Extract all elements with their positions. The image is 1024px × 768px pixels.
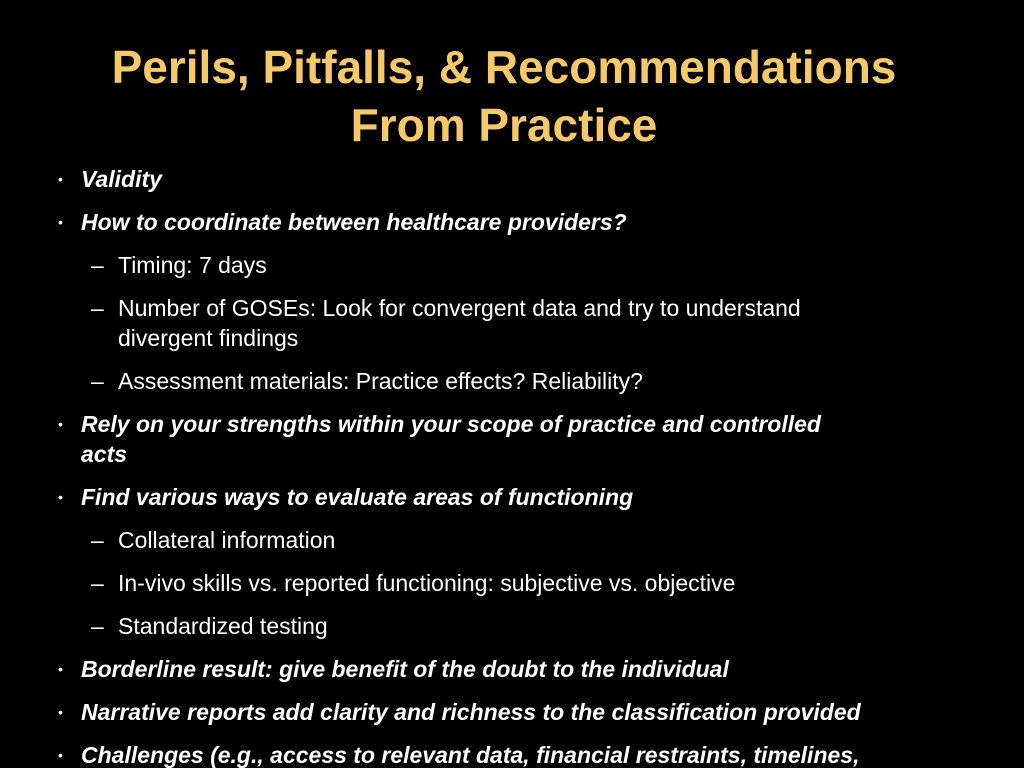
item-line: Standardized testing [118,613,328,639]
bullet-marker: • [58,214,63,230]
sub-bullet-item [118,293,801,353]
bullet-item [81,740,859,768]
bullet-item [81,697,861,727]
item-line: Number of GOSEs: Look for convergent data and try to understand [118,295,801,321]
bullet-marker: • [58,704,63,720]
bullet-item [81,482,633,512]
title-line-2: From Practice [350,99,658,151]
bullet-marker: • [58,661,63,677]
dash-marker: – [91,295,104,321]
bullet-marker: • [58,171,63,187]
bullet-item [81,207,627,237]
sub-bullet-item [118,611,328,641]
item-line: Assessment materials: Practice effects? Reliability? [118,368,643,394]
item-line: acts [81,441,128,467]
item-line: Find various ways to evaluate areas of functioning [81,484,634,510]
sub-bullet-item [118,525,335,555]
item-line: Rely on your strengths within your scope of practice and controlled [81,411,821,437]
dash-marker: – [91,527,104,553]
bullet-item [81,164,162,194]
sub-bullet-item [118,250,267,280]
dash-marker: – [91,252,104,278]
item-line: Timing: 7 days [118,252,267,278]
title-line-1: Perils, Pitfalls, & Recommendations [111,41,897,93]
bullet-marker: • [58,489,63,505]
item-line: In-vivo skills vs. reported functioning: subjective vs. objective [118,570,736,596]
sub-bullet-item [118,366,643,396]
item-line: Collateral information [118,527,336,553]
bullet-marker: • [58,416,63,432]
item-line: divergent findings [118,325,299,351]
dash-marker: – [91,613,104,639]
dash-marker: – [91,570,104,596]
sub-bullet-item [118,568,735,598]
bullet-item [81,654,729,684]
item-line: Borderline result: give benefit of the doubt to the individual [81,656,729,682]
bullet-item [81,409,821,469]
dash-marker: – [91,368,104,394]
item-line: Challenges (e.g., access to relevant data, financial restraints, timelines, [81,742,860,768]
item-line: How to coordinate between healthcare providers? [81,209,627,235]
item-line: Narrative reports add clarity and richness to the classification provided [81,699,861,725]
bullet-marker: • [58,747,63,763]
item-line: Validity [81,166,162,192]
